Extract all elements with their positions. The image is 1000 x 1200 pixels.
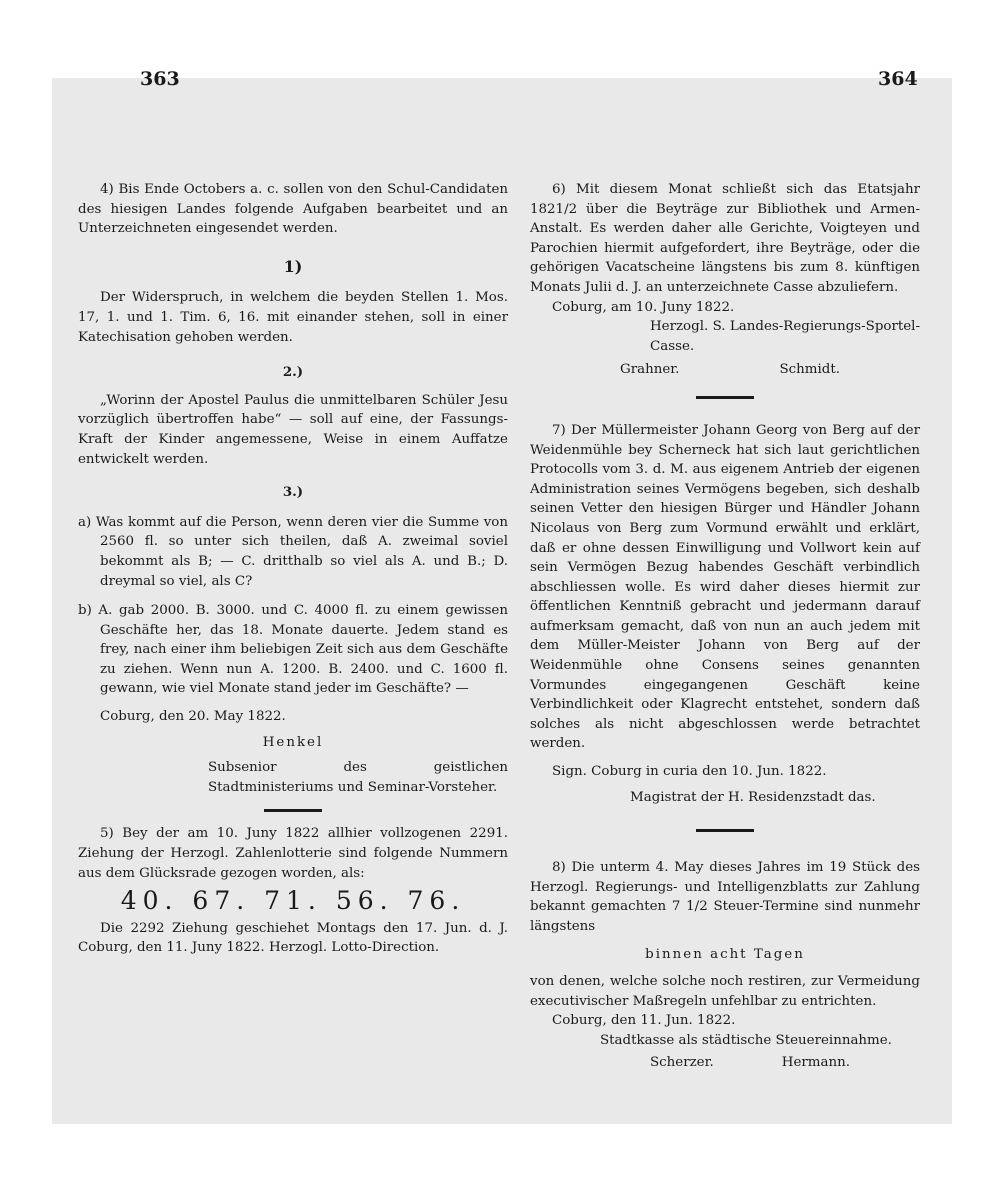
dateline: Coburg, den 20. May 1822. (100, 709, 286, 725)
section-divider (696, 829, 754, 832)
right-page-number: 364 (878, 68, 918, 90)
notice-7: 7) Der Müllermeister Johann Georg von Berg auf der Weidenmühle bey Scherneck hat sich laut gerichtlichen Protocolls vom 3. d. M. aus eigenem Antrieb der eigenen Administration seines Vermögens begeben, sich deshalb seinen Vetter den hiesigen Bürger und Händler Johann Nicolaus von Berg zum Vormund erwählt und erklärt, daß er ohne dessen Einwilligung und Vollwort kein auf sein Vermögen Bezug habendes Geschäft verbindlich abschliessen wolle. Es wird daher dieses hiermit zur öffentlichen Kenntniß gebracht und jedermann darauf aufmerksam gemacht, daß von nun an auch jedem mit dem Müller-Meister Johann von Berg auf der Weidenmühle ohne Consens seines genannten Vormundes eingegangenen Geschäft keine Verbindlichkeit oder Klagrecht entstehet, sondern daß solches als nicht abgeschlossen werde betrachtet werden. (530, 422, 920, 752)
notice-8-signatures (530, 1051, 920, 1073)
section-divider (264, 809, 322, 812)
notice-8-continuation: von denen, welche solche noch restiren, zur Vermeidung executivischer Maßregeln unfehlbar zu entrichten. (530, 974, 920, 1009)
section-divider (696, 396, 754, 399)
notice-8-signer-right: Hermann. (781, 1054, 850, 1070)
notice-6-office: Herzogl. S. Landes-Regierungs-Sportel-Casse. (650, 319, 920, 354)
notice-7-sign: Sign. Coburg in curia den 10. Jun. 1822. (552, 764, 827, 780)
task-1-label: 1) (283, 256, 303, 276)
notice-8-date: Coburg, den 11. Jun. 1822. (552, 1013, 736, 1029)
task-2-label: 2.) (282, 364, 304, 381)
left-page-number: 363 (140, 68, 180, 90)
left-column (78, 180, 508, 958)
notice-6-signer-right: Schmidt. (779, 362, 840, 378)
notice-6-signatures (530, 356, 920, 380)
task-3-label: 3.) (282, 484, 304, 501)
notice-6-signer-left: Grahner. (620, 362, 680, 378)
notice-8: 8) Die unterm 4. May dieses Jahres im 19 Stück des Herzogl. Regierungs- und Intelligenzblatts zur Zahlung bekannt gemachten 7 1/2 Steuer-Termine sind nunmehr längstens (530, 860, 920, 934)
notice-6-date: Coburg, am 10. Juny 1822. (552, 299, 735, 315)
signer-title: Subsenior des geistlichen Stadtministeriums und Seminar-Vorsteher. (208, 760, 508, 795)
task-1-text: Der Widerspruch, in welchem die beyden Stellen 1. Mos. 17, 1. und 1. Tim. 6, 16. mit einander stehen, soll in einer Katechisation gehoben werden. (78, 290, 508, 345)
notice-8-deadline: binnen acht Tagen (645, 946, 805, 962)
notice-5: 5) Bey der am 10. Juny 1822 allhier vollzogenen 2291. Ziehung der Herzogl. Zahlenlotterie sind folgende Nummern aus dem Glücksrade gezogen worden, als: (78, 826, 508, 881)
lottery-numbers: 40. 67. 71. 56. 76. (120, 886, 466, 916)
task-2-text: „Worinn der Apostel Paulus die unmittelbaren Schüler Jesu vorzüglich übertroffen habe“ — soll auf eine, der Fassungs-Kraft der Kinder angemessene, Weise in einem Auffatze entwickelt werden. (78, 392, 508, 467)
signer-name: Henkel (262, 734, 324, 750)
task-3b-text: b) A. gab 2000. B. 3000. und C. 4000 fl. zu einem gewissen Geschäfte her, das 18. Monate dauerte. Jedem stand es frey, nach einer ihm beliebigen Zeit sich aus dem Geschäfte zu ziehen. Wenn nun A. 1200. B. 2400. und C. 1600 fl. gewann, wie viel Monate stand jeder im Geschäfte? — (78, 603, 508, 697)
notice-5-note: Die 2292 Ziehung geschiehet Montags den 17. Jun. d. J. Coburg, den 11. Juny 1822. Herzogl. Lotto-Direction. (78, 920, 508, 956)
notice-7-office: Magistrat der H. Residenzstadt das. (630, 789, 876, 805)
task-3a-text: a) Was kommt auf die Person, wenn deren vier die Summe von 2560 fl. so unter sich theilen, daß A. zweimal soviel bekommt als B; — C. dritthalb so viel als A. und B.; D. dreymal so viel, als C? (78, 514, 508, 589)
notice-6: 6) Mit diesem Monat schließt sich das Etatsjahr 1821/2 über die Beyträge zur Bibliothek und Armen-Anstalt. Es werden daher alle Gerichte, Voigteyen und Parochien hiermit aufgefordert, ihre Beyträge, oder die gehörigen Vacatscheine längstens bis zum 8. künftigen Monats Julii d. J. an unterzeichnete Casse abzuliefern. (530, 182, 920, 295)
right-column (530, 180, 920, 1072)
notice-4: 4) Bis Ende Octobers a. c. sollen von den Schul-Candidaten des hiesigen Landes folgende Aufgaben bearbeitet und an Unterzeichneten eingesendet werden. (78, 182, 508, 237)
notice-8-office: Stadtkasse als städtische Steuereinnahme. (600, 1032, 892, 1048)
notice-8-signer-left: Scherzer. (650, 1054, 714, 1070)
